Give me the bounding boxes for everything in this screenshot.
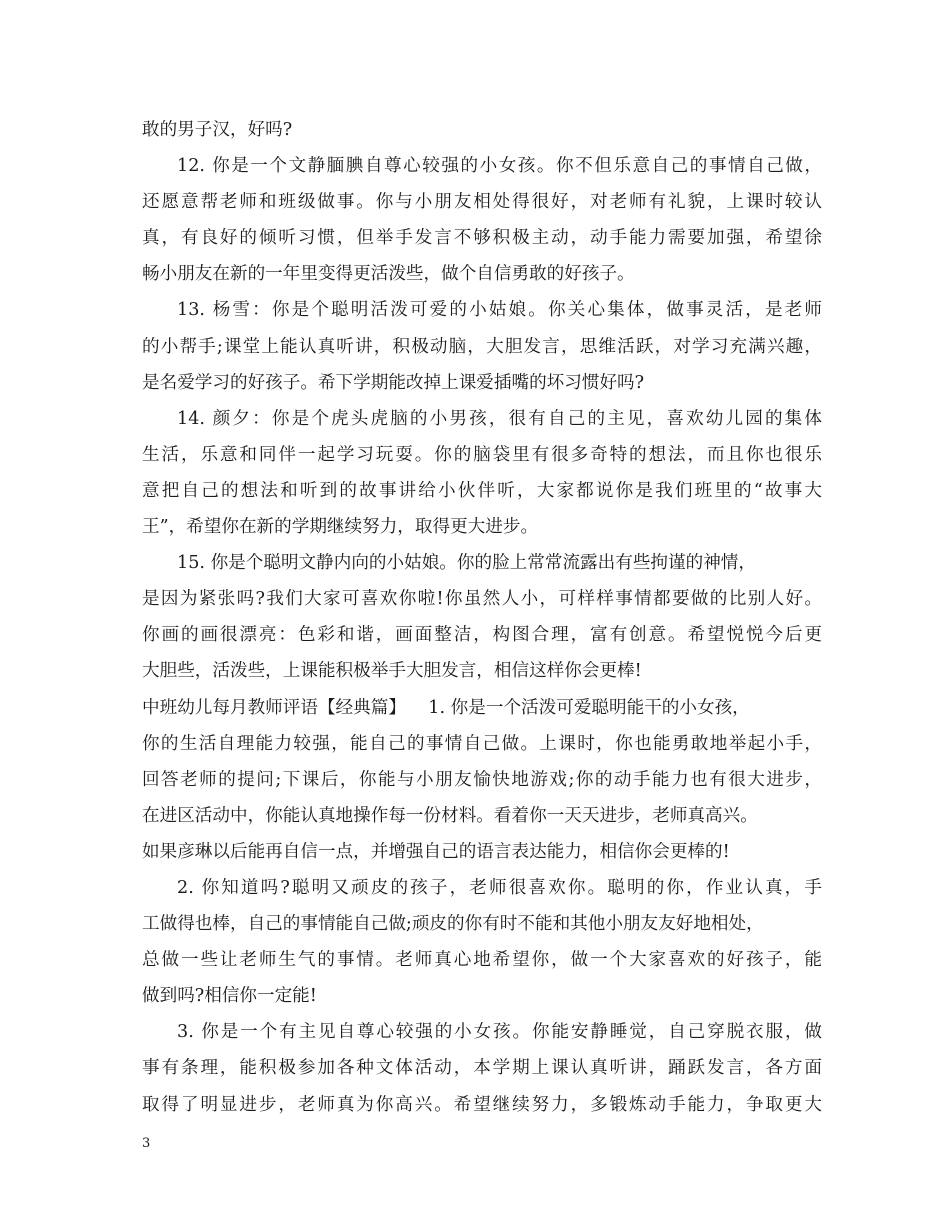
text-line: 回答老师的提问;下课后，你能与小朋友愉快地游戏;你的动手能力也有很大进步， <box>142 769 822 790</box>
text-line: 在进区活动中，你能认真地操作每一份材料。看着你一天天进步，老师真高兴。 <box>142 805 758 826</box>
text-line: 敢的男子汉，好吗? <box>142 120 293 140</box>
text-line: 的小帮手;课堂上能认真听讲，积极动脑，大胆发言，思维活跃，对学习充满兴趣， <box>142 336 822 357</box>
text-line: 13. 杨雪：你是个聪明活泼可爱的小姑娘。你关心集体，做事灵活，是老师 <box>177 300 822 321</box>
section-heading-line: 中班幼儿每月教师评语【经典篇】 1. 你是一个活泼可爱聪明能干的小女孩， <box>142 697 750 718</box>
text-line: 真，有良好的倾听习惯，但举手发言不够积极主动，动手能力需要加强，希望徐 <box>142 228 822 249</box>
text-line: 工做得也棒，自己的事情能自己做;顽皮的你有时不能和其他小朋友友好地相处， <box>142 914 764 935</box>
text-line: 畅小朋友在新的一年里变得更活泼些，做个自信勇敢的好孩子。 <box>142 264 635 285</box>
text-line: 12. 你是一个文静腼腆自尊心较强的小女孩。你不但乐意自己的事情自己做， <box>177 156 822 177</box>
text-line: 总做一些让老师生气的事情。老师真心地希望你，做一个大家喜欢的好孩子，能 <box>142 950 822 971</box>
text-line: 事有条理，能积极参加各种文体活动，本学期上课认真听讲，踊跃发言，各方面 <box>142 1058 822 1079</box>
text-line: 还愿意帮老师和班级做事。你与小朋友相处得很好，对老师有礼貌，上课时较认 <box>142 192 822 213</box>
text-line: 你的生活自理能力较强，能自己的事情自己做。上课时，你也能勇敢地举起小手， <box>142 733 822 754</box>
text-line: 15. 你是个聪明文静内向的小姑娘。你的脸上常常流露出有些拘谨的神情， <box>177 553 756 574</box>
body-text <box>142 112 822 1123</box>
text-line: 3. 你是一个有主见自尊心较强的小女孩。你能安静睡觉，自己穿脱衣服，做 <box>177 1022 822 1043</box>
page-number: 3 <box>142 1136 151 1151</box>
text-line: 王”，希望你在新的学期继续努力，取得更大进步。 <box>142 517 539 538</box>
text-line: 做到吗?相信你一定能! <box>142 986 317 1007</box>
text-line: 生活，乐意和同伴一起学习玩耍。你的脑袋里有很多奇特的想法，而且你也很乐 <box>142 444 822 465</box>
text-line: 2. 你知道吗?聪明又顽皮的孩子，老师很喜欢你。聪明的你，作业认真，手 <box>177 877 822 898</box>
text-line: 意把自己的想法和听到的故事讲给小伙伴听，大家都说你是我们班里的“故事大 <box>142 480 822 501</box>
text-line: 14. 颜夕：你是个虎头虎脑的小男孩，很有自己的主见，喜欢幼儿园的集体 <box>177 408 822 429</box>
text-line: 取得了明显进步，老师真为你高兴。希望继续努力，多锻炼动手能力，争取更大 <box>142 1094 822 1115</box>
text-line: 你画的画很漂亮：色彩和谐，画面整洁，构图合理，富有创意。希望悦悦今后更 <box>142 625 822 646</box>
text-line: 大胆些，活泼些，上课能积极举手大胆发言，相信这样你会更棒! <box>142 661 642 682</box>
text-line: 如果彦琳以后能再自信一点，并增强自己的语言表达能力，相信你会更棒的! <box>142 841 730 862</box>
text-line: 是名爱学习的好孩子。希下学期能改掉上课爱插嘴的坏习惯好吗? <box>142 372 645 393</box>
text-line: 是因为紧张吗?我们大家可喜欢你啦!你虽然人小，可样样事情都要做的比别人好。 <box>142 589 822 610</box>
